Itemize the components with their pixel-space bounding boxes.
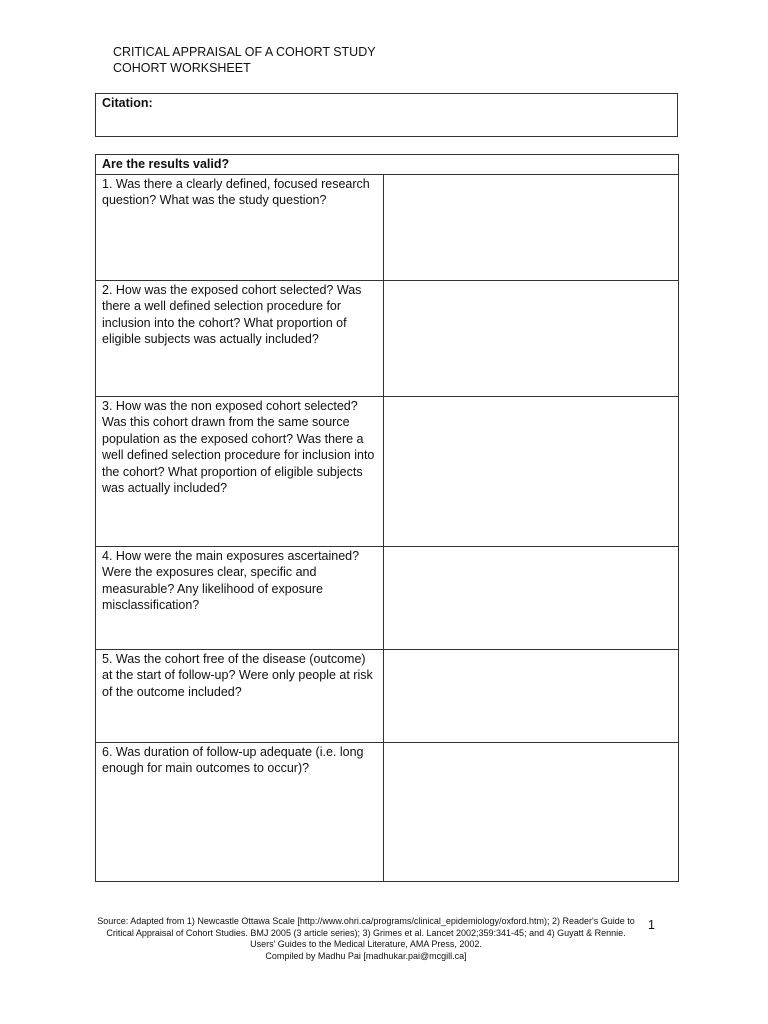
compiled-by: Compiled by Madhu Pai [madhukar.pai@mcgill.ca] — [265, 950, 467, 961]
citation-label: Citation: — [102, 96, 153, 110]
source-footer — [95, 916, 637, 962]
validity-table — [95, 154, 679, 882]
answer-cell-4[interactable] — [384, 546, 679, 649]
source-citation: Source: Adapted from 1) Newcastle Ottawa Scale [http://www.ohri.ca/programs/clinical_epidemiology/oxford.htm); 2) Reader's Guide to Critical Appraisal of Cohort Studies. BMJ 2005 (3 article series); 3) Grimes et al. Lancet 2002;359:341-45; and 4) Guyatt & Rennie. Users' Guides to the Medical Literature, AMA Press, 2002. — [97, 916, 635, 949]
validity-heading-row — [96, 155, 679, 175]
page-number: 1 — [648, 918, 655, 932]
answer-cell-5[interactable] — [384, 649, 679, 742]
citation-field[interactable] — [95, 93, 678, 137]
question-row-3 — [96, 396, 679, 546]
question-text: 1. Was there a clearly defined, focused research question? What was the study question? — [96, 174, 384, 280]
worksheet-header — [113, 44, 376, 76]
question-text: 3. How was the non exposed cohort selected? Was this cohort drawn from the same source population as the exposed cohort? Was there a well defined selection procedure for inclusion into the cohort? What proportion of eligible subjects was actually included? — [96, 396, 384, 546]
question-row-6 — [96, 742, 679, 881]
question-text: 2. How was the exposed cohort selected? Was there a well defined selection procedure for inclusion into the cohort? What proportion of eligible subjects was actually included? — [96, 280, 384, 396]
answer-cell-1[interactable] — [384, 174, 679, 280]
document-title: CRITICAL APPRAISAL OF A COHORT STUDY — [113, 45, 376, 59]
question-text: 4. How were the main exposures ascertained? Were the exposures clear, specific and measurable? Any likelihood of exposure misclassification? — [96, 546, 384, 649]
question-row-2 — [96, 280, 679, 396]
answer-cell-2[interactable] — [384, 280, 679, 396]
answer-cell-3[interactable] — [384, 396, 679, 546]
question-text: 6. Was duration of follow-up adequate (i.e. long enough for main outcomes to occur)? — [96, 742, 384, 881]
answer-cell-6[interactable] — [384, 742, 679, 881]
question-row-4 — [96, 546, 679, 649]
document-subtitle: COHORT WORKSHEET — [113, 61, 251, 75]
validity-heading: Are the results valid? — [96, 155, 679, 175]
question-text: 5. Was the cohort free of the disease (outcome) at the start of follow-up? Were only people at risk of the outcome included? — [96, 649, 384, 742]
question-row-5 — [96, 649, 679, 742]
question-row-1 — [96, 174, 679, 280]
